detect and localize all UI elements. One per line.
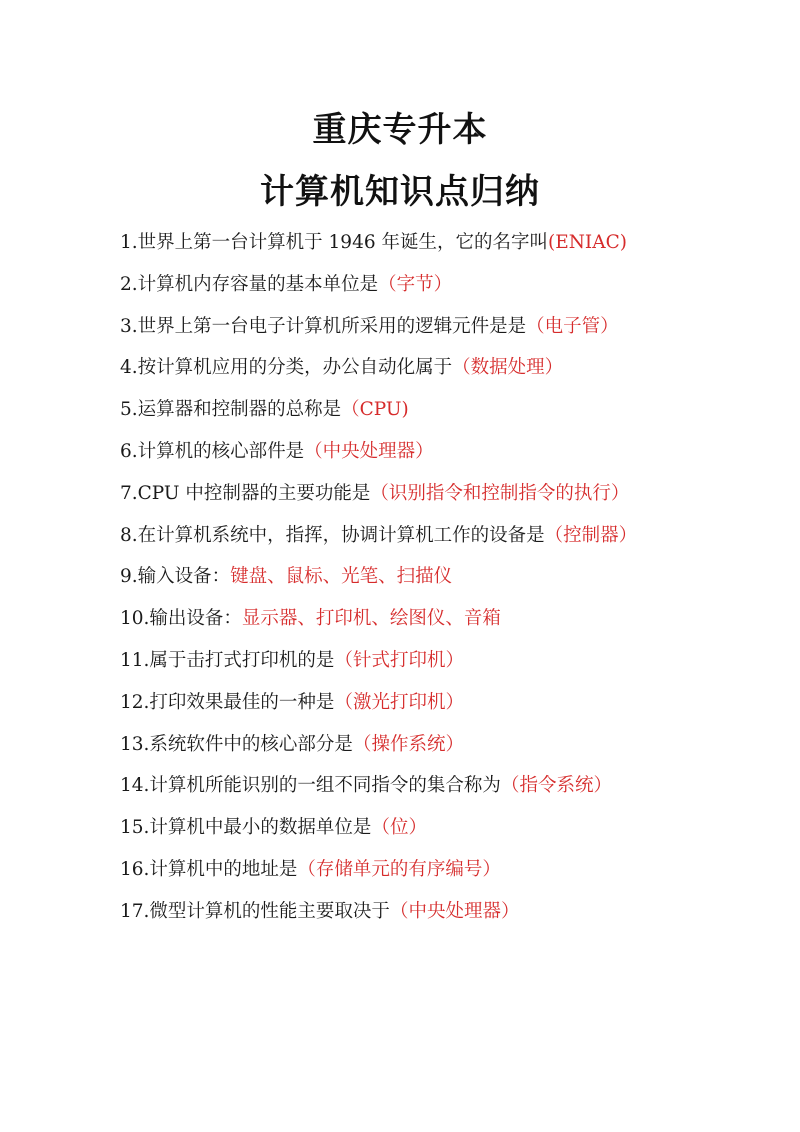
- item-answer: （识别指令和控制指令的执行）: [370, 482, 630, 504]
- item-question: 5.运算器和控制器的总称是: [120, 399, 342, 421]
- item-answer: （指令系统）: [500, 775, 612, 797]
- item-question: 17.微型计算机的性能主要取决于: [120, 900, 390, 922]
- item-question: 2.计算机内存容量的基本单位是: [120, 273, 379, 295]
- document-title: 重庆专升本: [312, 110, 488, 150]
- item-question: 12.打印效果最佳的一种是: [120, 691, 335, 713]
- item-question: 3.世界上第一台电子计算机所采用的逻辑元件是是: [120, 315, 527, 337]
- item-answer: （中央处理器）: [389, 900, 520, 922]
- list-item: [120, 515, 695, 557]
- item-answer: （操作系统）: [352, 733, 464, 755]
- item-question: 1.世界上第一台计算机于 1946 年诞生，它的名字叫: [120, 232, 548, 253]
- list-item: [120, 724, 695, 766]
- list-item: [120, 389, 695, 431]
- list-item: [120, 264, 695, 306]
- item-answer: 显示器、打印机、绘图仪、音箱: [241, 608, 501, 630]
- item-answer: （电子管）: [526, 315, 619, 337]
- list-item: [120, 598, 695, 640]
- item-answer: 键盘、鼠标、光笔、扫描仪: [230, 566, 453, 588]
- item-answer: （CPU): [341, 399, 409, 421]
- item-question: 7.CPU 中控制器的主要功能是: [120, 482, 371, 504]
- item-answer: （针式打印机）: [334, 649, 464, 671]
- list-item: [120, 431, 695, 473]
- item-answer: （字节）: [378, 273, 453, 295]
- document-subtitle: 计算机知识点归纳: [260, 172, 540, 212]
- knowledge-list: [120, 222, 695, 933]
- item-question: 8.在计算机系统中，指挥，协调计算机工作的设备是: [120, 524, 545, 546]
- list-item: [120, 306, 695, 348]
- item-question: 11.属于击打式打印机的是: [120, 649, 335, 671]
- list-item: [120, 849, 695, 891]
- item-question: 10.输出设备：: [120, 608, 242, 630]
- list-item: [120, 640, 695, 682]
- item-answer: （位）: [371, 817, 427, 839]
- list-item: [120, 347, 695, 389]
- list-item: [120, 556, 695, 598]
- list-item: [120, 765, 695, 807]
- list-item: [120, 222, 695, 264]
- item-answer: （中央处理器）: [304, 440, 434, 462]
- list-item: [120, 891, 695, 933]
- item-answer: （数据处理）: [452, 357, 564, 379]
- item-answer: （存储单元的有序编号）: [297, 858, 501, 880]
- item-question: 9.输入设备：: [120, 566, 231, 588]
- item-answer: （激光打印机）: [334, 691, 464, 713]
- item-question: 4.按计算机应用的分类，办公自动化属于: [120, 357, 453, 379]
- list-item: [120, 473, 695, 515]
- item-question: 14.计算机所能识别的一组不同指令的集合称为: [120, 775, 501, 797]
- item-answer: （控制器）: [544, 524, 638, 546]
- item-answer: (ENIAC): [548, 232, 627, 253]
- item-question: 15.计算机中最小的数据单位是: [120, 817, 372, 839]
- list-item: [120, 682, 695, 724]
- item-question: 13.系统软件中的核心部分是: [120, 733, 353, 755]
- list-item: [120, 807, 695, 849]
- item-question: 6.计算机的核心部件是: [120, 440, 305, 462]
- item-question: 16.计算机中的地址是: [120, 858, 298, 880]
